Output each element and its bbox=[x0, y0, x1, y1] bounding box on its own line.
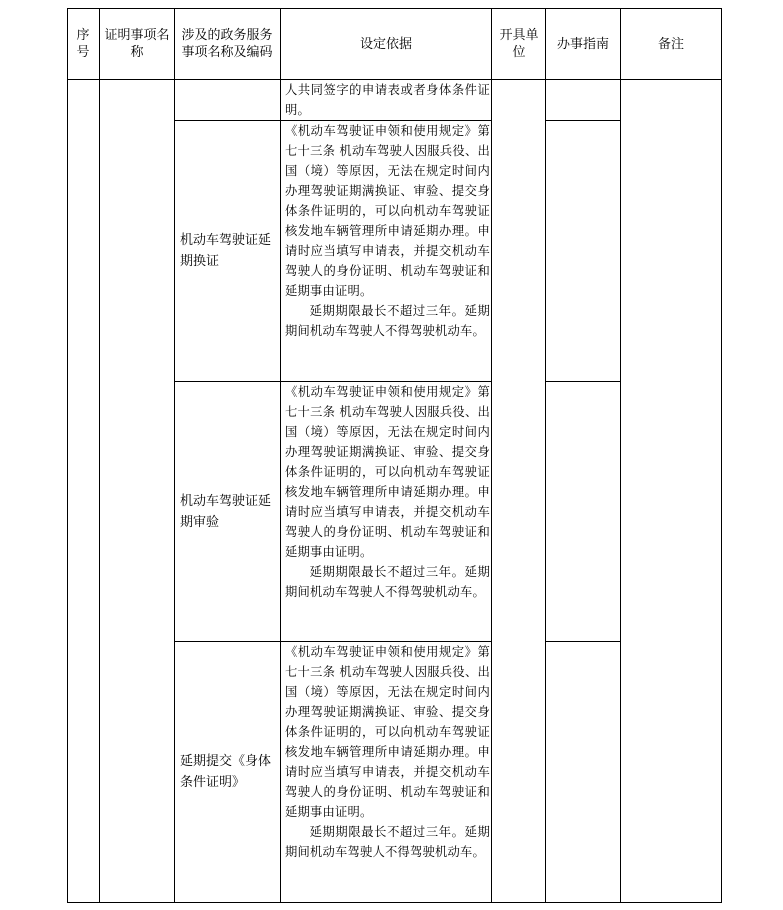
basis-continued-text bbox=[285, 80, 490, 120]
basis-note: 延期期限最长不超过三年。延期期间机动车驾驶人不得驾驶机动车。 bbox=[285, 565, 490, 599]
basis-main: 《机动车驾驶证申领和使用规定》第七十三条 机动车驾驶人因服兵役、出国（境）等原因，无法在规定时间内办理驾驶证期满换证、审验、提交身体条件证明的，可以向机动车驾驶证核发地车辆管理所申请延期办理。申请时应当填写申请表，并提交机动车驾驶人的身份证明、机动车驾驶证和延期事由证明。 bbox=[285, 124, 490, 298]
basis-note: 延期期限最长不超过三年。延期期间机动车驾驶人不得驾驶机动车。 bbox=[285, 304, 490, 338]
service-name-cell bbox=[180, 642, 278, 902]
column-divider bbox=[491, 8, 492, 903]
service-name: 机动车驾驶证延期审验 bbox=[180, 493, 272, 530]
table-border-right bbox=[721, 8, 722, 903]
header-guide: 办事指南 bbox=[556, 36, 609, 52]
column-divider bbox=[545, 8, 546, 903]
basis-cell bbox=[285, 382, 490, 602]
guide-cell-separator bbox=[545, 381, 621, 382]
column-divider bbox=[620, 8, 621, 903]
service-name-cell bbox=[180, 382, 278, 641]
header-seq: 序号 bbox=[76, 28, 90, 60]
header-basis: 设定依据 bbox=[359, 36, 412, 52]
basis-cell bbox=[285, 121, 490, 341]
header-remark: 备注 bbox=[657, 36, 684, 52]
basis-cell bbox=[285, 642, 490, 862]
service-name: 延期提交《身体条件证明》 bbox=[180, 754, 272, 790]
header-service-name: 涉及的政务服务事项名称及编码 bbox=[181, 28, 273, 60]
header-issuer: 开具单位 bbox=[499, 28, 539, 60]
basis-tail: 人共同签字的申请表或者身体条件证明。 bbox=[285, 83, 490, 117]
column-divider bbox=[99, 8, 100, 903]
basis-main: 《机动车驾驶证申领和使用规定》第七十三条 机动车驾驶人因服兵役、出国（境）等原因，无法在规定时间内办理驾驶证期满换证、审验、提交身体条件证明的，可以向机动车驾驶证核发地车辆管理所申请延期办理。申请时应当填写申请表，并提交机动车驾驶人的身份证明、机动车驾驶证和延期事由证明。 bbox=[285, 385, 490, 559]
table-border-left bbox=[67, 8, 68, 903]
guide-cell-separator bbox=[545, 120, 621, 121]
guide-cell-separator bbox=[545, 641, 621, 642]
column-divider bbox=[174, 8, 175, 903]
service-name-cell bbox=[180, 121, 278, 381]
service-name: 机动车驾驶证延期换证 bbox=[180, 233, 272, 269]
basis-main: 《机动车驾驶证申领和使用规定》第七十三条 机动车驾驶人因服兵役、出国（境）等原因，无法在规定时间内办理驾驶证期满换证、审验、提交身体条件证明的，可以向机动车驾驶证核发地车辆管理所申请延期办理。申请时应当填写申请表，并提交机动车驾驶人的身份证明、机动车驾驶证和延期事由证明。 bbox=[285, 645, 490, 819]
header-cert-name: 证明事项名称 bbox=[104, 28, 170, 60]
column-divider bbox=[280, 8, 281, 903]
table-border-bottom bbox=[67, 902, 722, 903]
basis-note: 延期期限最长不超过三年。延期期间机动车驾驶人不得驾驶机动车。 bbox=[285, 825, 490, 859]
